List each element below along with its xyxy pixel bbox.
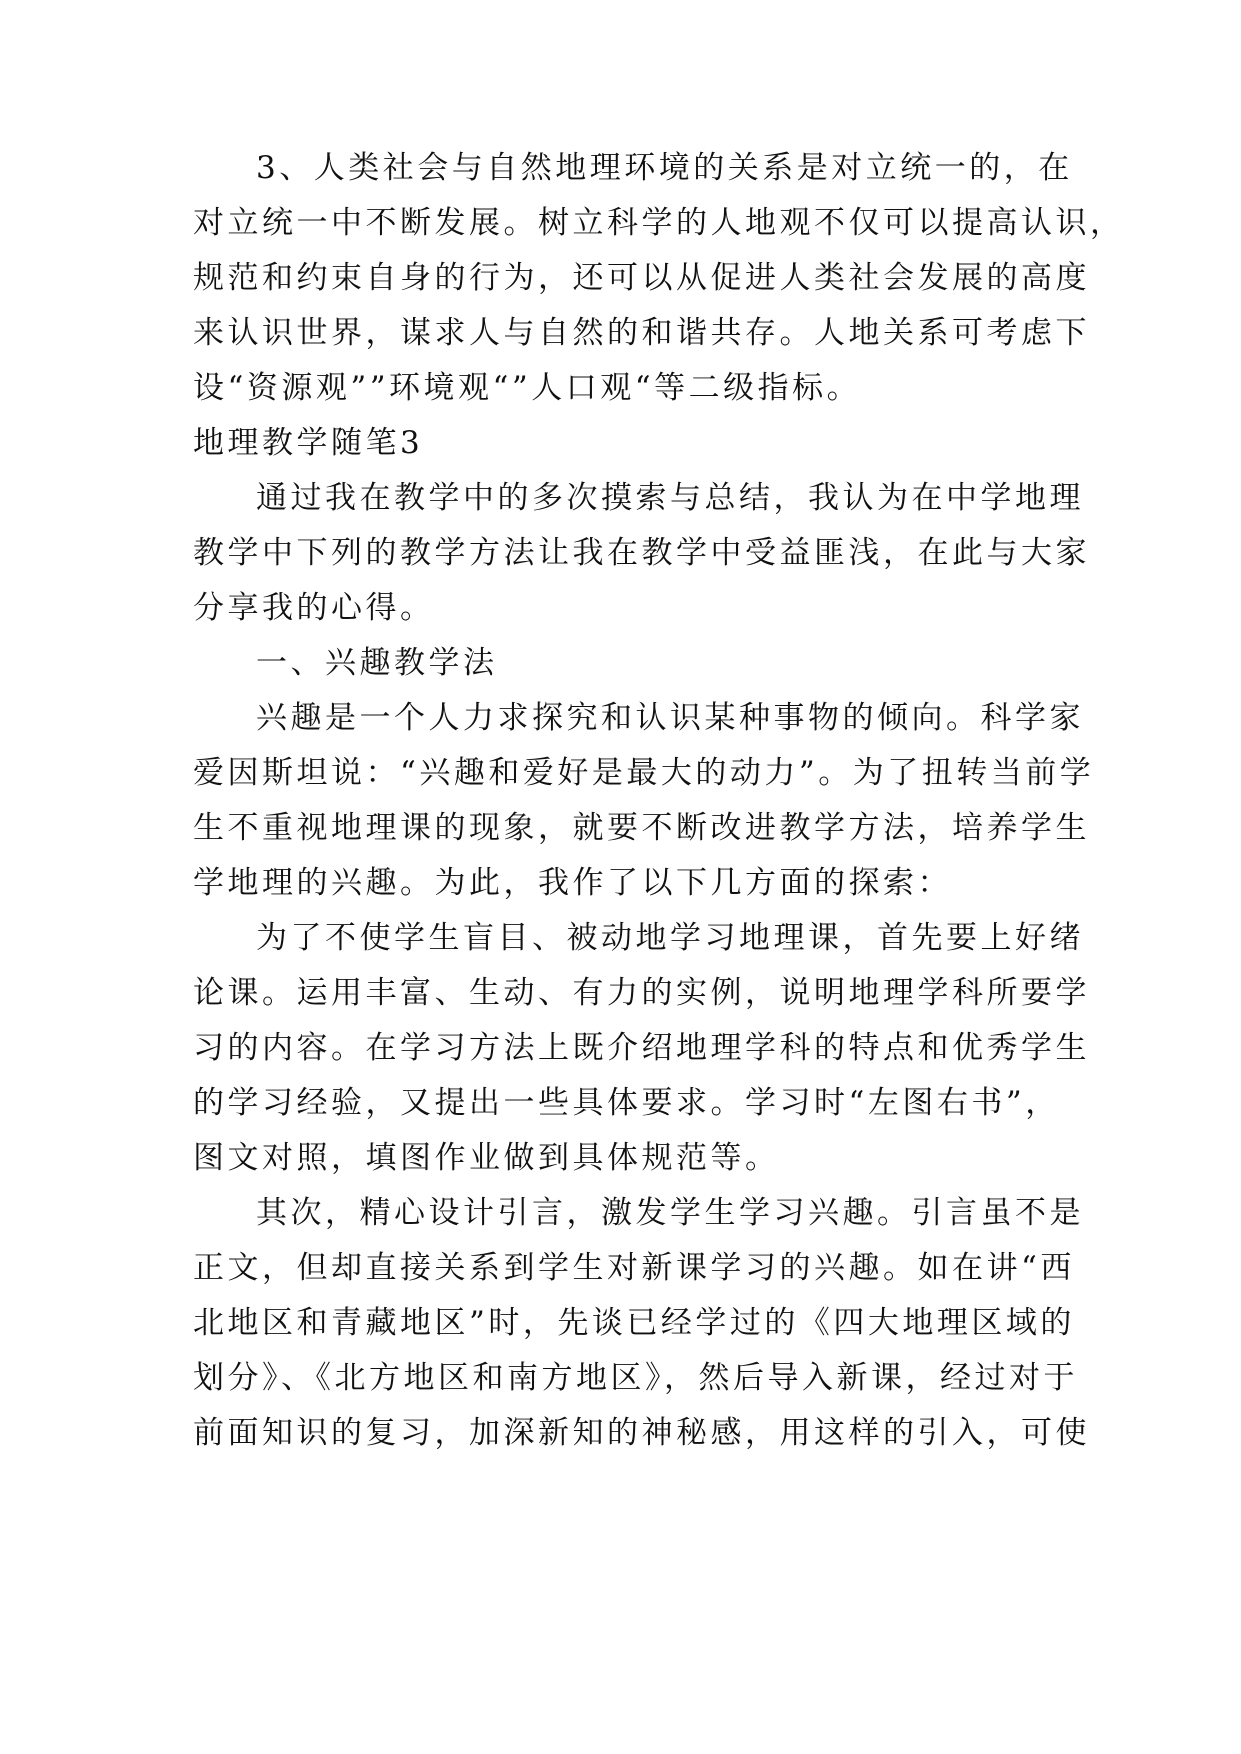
paragraph-line: 其次，精心设计引言，激发学生学习兴趣。引言虽不是: [256, 1195, 1084, 1231]
paragraph-line: 兴趣是一个人力求探究和认识某种事物的倾向。科学家: [256, 700, 1084, 736]
paragraph-line: 图文对照，填图作业做到具体规范等。: [193, 1140, 780, 1176]
paragraph-line: 教学中下列的教学方法让我在教学中受益匪浅，在此与大家: [193, 535, 1090, 571]
subheading: 一、兴趣教学法: [256, 645, 498, 681]
paragraph-line: 前面知识的复习，加深新知的神秘感，用这样的引入，可使: [193, 1415, 1090, 1451]
paragraph-line: 习的内容。在学习方法上既介绍地理学科的特点和优秀学生: [193, 1030, 1090, 1066]
paragraph-line: 正文，但却直接关系到学生对新课学习的兴趣。如在讲“西: [193, 1250, 1075, 1286]
paragraph-line: 学地理的兴趣。为此，我作了以下几方面的探索：: [193, 865, 952, 901]
paragraph-line: 分享我的心得。: [193, 590, 435, 626]
paragraph-line: 规范和约束自身的行为，还可以从促进人类社会发展的高度: [193, 260, 1090, 296]
paragraph-line: 划分》、《北方地区和南方地区》，然后导入新课，经过对于: [193, 1360, 1078, 1396]
paragraph-line: 3、人类社会与自然地理环境的关系是对立统一的，在: [256, 150, 1073, 186]
section-heading: 地理教学随笔3: [193, 425, 424, 461]
paragraph-line: 爱因斯坦说：“兴趣和爱好是最大的动力”。为了扭转当前学: [193, 755, 1095, 791]
paragraph-line: 设“资源观””环境观“”人口观“等二级指标。: [193, 370, 862, 406]
paragraph-line: 对立统一中不断发展。树立科学的人地观不仅可以提高认识，: [193, 205, 1125, 241]
paragraph-line: 通过我在教学中的多次摸索与总结，我认为在中学地理: [256, 480, 1084, 516]
paragraph-line: 论课。运用丰富、生动、有力的实例，说明地理学科所要学: [193, 975, 1090, 1011]
paragraph-line: 北地区和青藏地区”时，先谈已经学过的《四大地理区域的: [193, 1305, 1075, 1341]
paragraph-line: 的学习经验，又提出一些具体要求。学习时“左图右书”，: [193, 1085, 1060, 1121]
paragraph-line: 生不重视地理课的现象，就要不断改进教学方法，培养学生: [193, 810, 1090, 846]
paragraph-line: 来认识世界，谋求人与自然的和谐共存。人地关系可考虑下: [193, 315, 1090, 351]
paragraph-line: 为了不使学生盲目、被动地学习地理课，首先要上好绪: [256, 920, 1084, 956]
